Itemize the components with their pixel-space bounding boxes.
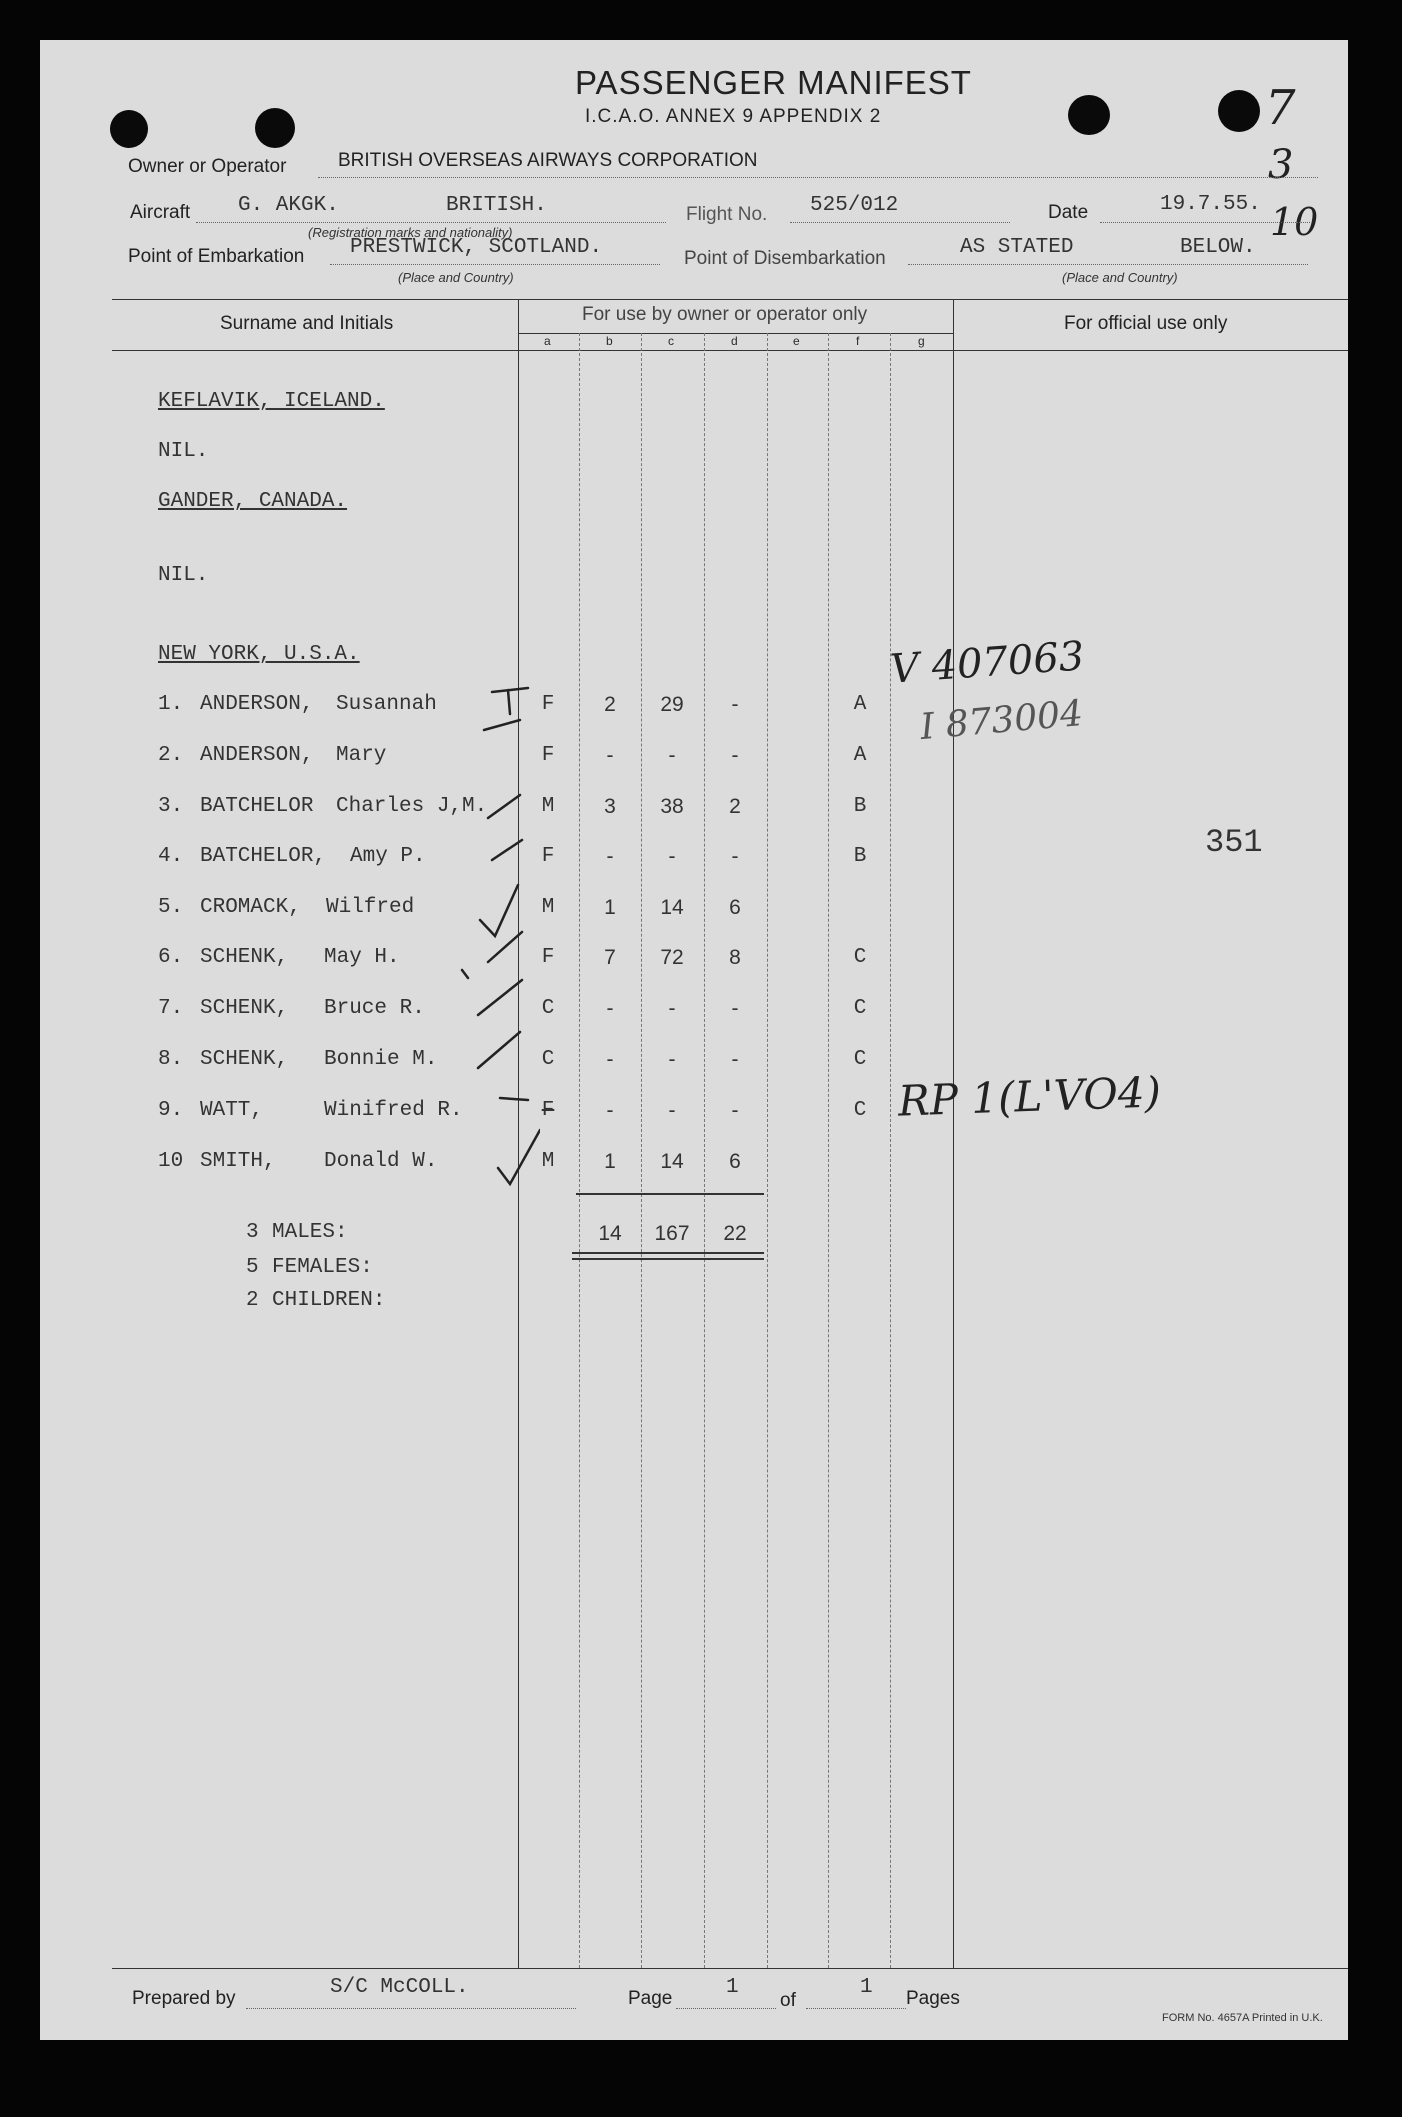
cell-a: M [541,896,555,919]
col-divider [828,333,829,1968]
total-b: 14 [598,1222,622,1245]
row-number: 4. [158,845,184,868]
owner-value: BRITISH OVERSEAS AIRWAYS CORPORATION [338,150,758,171]
punch-hole [255,108,295,148]
subcol-d: d [731,334,738,348]
cell-c: - [668,1099,676,1122]
embark-value: PRESTWICK, SCOTLAND. [350,236,603,259]
cell-f: C [853,1048,867,1071]
disembark-dotline [908,264,1308,265]
aircraft-dotline [196,222,666,223]
handwritten-note-rp: RP 1(L'VO4) [897,1067,1162,1126]
col-divider [953,300,954,1968]
subcol-g: g [918,334,925,348]
disembark-value: AS STATED [960,236,1074,259]
pages-label: Pages [906,1988,960,2009]
col-owner-use-header: For use by owner or operator only [582,304,868,325]
date-label: Date [1048,202,1089,223]
row-number: 2. [158,744,184,767]
total-pages-value: 1 [860,1976,873,1999]
passenger-given: Amy P. [350,845,426,868]
cell-b: - [606,1099,614,1122]
cell-d: - [731,1099,739,1122]
cell-b: - [606,1048,614,1071]
flight-value: 525/012 [810,194,899,217]
table-top-rule [112,299,1348,300]
handwritten-note-i: I 873004 [918,692,1085,749]
row-number: 3. [158,795,184,818]
cell-d: - [731,845,739,868]
col-divider [579,333,580,1968]
passenger-given: Wilfred [326,896,415,919]
row-number: 1. [158,693,184,716]
col-divider [704,333,705,1968]
cell-f: A [853,693,867,716]
manifest-sheet [40,40,1348,2040]
cell-a: M [541,795,555,818]
total-pages-dotline [806,2008,906,2009]
page-label: Page [628,1988,673,2009]
passenger-surname: SCHENK, [200,997,289,1020]
col-divider [890,333,891,1968]
passenger-given: Mary [336,744,387,767]
cell-f: B [853,795,867,818]
owner-dotline [318,177,1318,178]
cell-a: C [541,1048,555,1071]
cell-c: - [668,845,676,868]
footer-rule [112,1968,1348,1969]
corner-mark-7: 7 [1265,80,1296,136]
place-note-right: (Place and Country) [1062,270,1178,285]
cell-a: F [541,1099,555,1122]
subtotal-rule [576,1193,764,1195]
passenger-surname: SCHENK, [200,946,289,969]
col-divider [641,333,642,1968]
handwritten-note-v: V 407063 [888,633,1086,693]
passenger-surname: WATT, [200,1099,264,1122]
cell-b: - [606,744,614,767]
summary-females-count: 5 [246,1256,259,1279]
row-number: 8. [158,1048,184,1071]
aircraft-label: Aircraft [130,202,191,223]
stop-new-york: NEW YORK, U.S.A. [158,643,360,666]
row-number: 7. [158,997,184,1020]
place-note-left: (Place and Country) [398,270,514,285]
page-value: 1 [726,1976,739,1999]
check-marks [440,680,540,1200]
aircraft-reg: G. AKGK. [238,194,339,217]
cell-a: F [541,946,555,969]
corner-mark-3: 3 [1268,142,1294,188]
cell-c: 14 [660,896,684,919]
embark-label: Point of Embarkation [128,246,305,267]
row-number: 9. [158,1099,184,1122]
cell-d: 6 [729,1150,741,1173]
disembark-label: Point of Disembarkation [684,248,886,269]
cell-b: 3 [604,795,616,818]
row-number: 10 [158,1150,184,1173]
cell-d: 6 [729,896,741,919]
prepared-value: S/C McCOLL. [330,1976,469,1999]
cell-a: F [541,693,555,716]
cell-a: F [541,744,555,767]
subcol-a: a [544,334,551,348]
passenger-given: Susannah [336,693,437,716]
cell-f: C [853,997,867,1020]
total-d: 22 [723,1222,747,1245]
cell-d: - [731,744,739,767]
stop-keflavik: KEFLAVIK, ICELAND. [158,390,385,413]
cell-f: C [853,1099,867,1122]
passenger-given: Bruce R. [324,997,425,1020]
cell-d: - [731,997,739,1020]
cell-c: - [668,744,676,767]
summary-females-label: FEMALES: [272,1256,373,1279]
aircraft-nat: BRITISH. [446,194,547,217]
cell-a: M [541,1150,555,1173]
prepared-label: Prepared by [132,1988,236,2009]
reg-note: (Registration marks and nationality) [308,225,513,240]
col-divider [767,333,768,1968]
cell-b: - [606,997,614,1020]
passenger-surname: BATCHELOR [200,795,314,818]
summary-children-count: 2 [246,1289,259,1312]
disembark-value-2: BELOW. [1180,236,1256,259]
row-number: 5. [158,896,184,919]
summary-males-label: MALES: [272,1221,348,1244]
row-number: 6. [158,946,184,969]
subcol-b: b [606,334,613,348]
cell-c: - [668,1048,676,1071]
passenger-given: Winifred R. [324,1099,463,1122]
subcol-e: e [793,334,800,348]
cell-b: - [606,845,614,868]
passenger-given: Bonnie M. [324,1048,438,1071]
date-value: 19.7.55. [1160,193,1261,216]
cell-f: B [853,845,867,868]
page-subtitle: I.C.A.O. ANNEX 9 APPENDIX 2 [585,106,882,127]
cell-c: 72 [660,946,684,969]
passenger-surname: CROMACK, [200,896,301,919]
cell-d: 2 [729,795,741,818]
passenger-surname: ANDERSON, [200,693,314,716]
cell-f: A [853,744,867,767]
cell-b: 7 [604,946,616,969]
page-title: PASSENGER MANIFEST [575,64,972,101]
table-header-rule [112,350,1348,351]
cell-c: - [668,997,676,1020]
cell-c: 38 [660,795,684,818]
punch-hole [1068,95,1110,135]
cell-d: - [731,1048,739,1071]
flight-dotline [790,222,1010,223]
stop-gander: GANDER, CANADA. [158,490,348,513]
embark-dotline [330,264,660,265]
date-dotline [1100,222,1310,223]
passenger-surname: ANDERSON, [200,744,314,767]
cell-c: 14 [660,1150,684,1173]
passenger-given: Donald W. [324,1150,438,1173]
total-c: 167 [654,1222,690,1245]
cell-f: C [853,946,867,969]
passenger-given: May H. [324,946,400,969]
stop-gander-note: NIL. [158,564,209,587]
prepared-dotline [246,2008,576,2009]
cell-d: - [731,693,739,716]
cell-a: F [541,845,555,868]
passenger-surname: SMITH, [200,1150,276,1173]
summary-males-count: 3 [246,1221,259,1244]
cell-a: C [541,997,555,1020]
cell-b: 2 [604,693,616,716]
col-surname-header: Surname and Initials [220,313,394,334]
subcol-c: c [668,334,674,348]
total-double-rule [572,1252,764,1260]
punch-hole [1218,90,1260,132]
cell-d: 8 [729,946,741,969]
punch-hole [110,110,148,148]
flight-label: Flight No. [686,204,768,225]
cell-b: 1 [604,1150,616,1173]
corner-mark-10: 10 [1270,200,1319,244]
page-dotline [676,2008,776,2009]
col-official-use-header: For official use only [1064,313,1228,334]
of-label: of [780,1990,796,2011]
summary-children-label: CHILDREN: [272,1289,386,1312]
form-number: FORM No. 4657A Printed in U.K. [1162,2012,1323,2024]
passenger-surname: SCHENK, [200,1048,289,1071]
stop-keflavik-note: NIL. [158,440,209,463]
stamped-number: 351 [1205,824,1263,861]
passenger-surname: BATCHELOR, [200,845,327,868]
cell-b: 1 [604,896,616,919]
subcol-f: f [856,334,860,348]
owner-label: Owner or Operator [128,156,287,177]
cell-c: 29 [660,693,684,716]
passenger-given: Charles J,M. [336,795,488,818]
